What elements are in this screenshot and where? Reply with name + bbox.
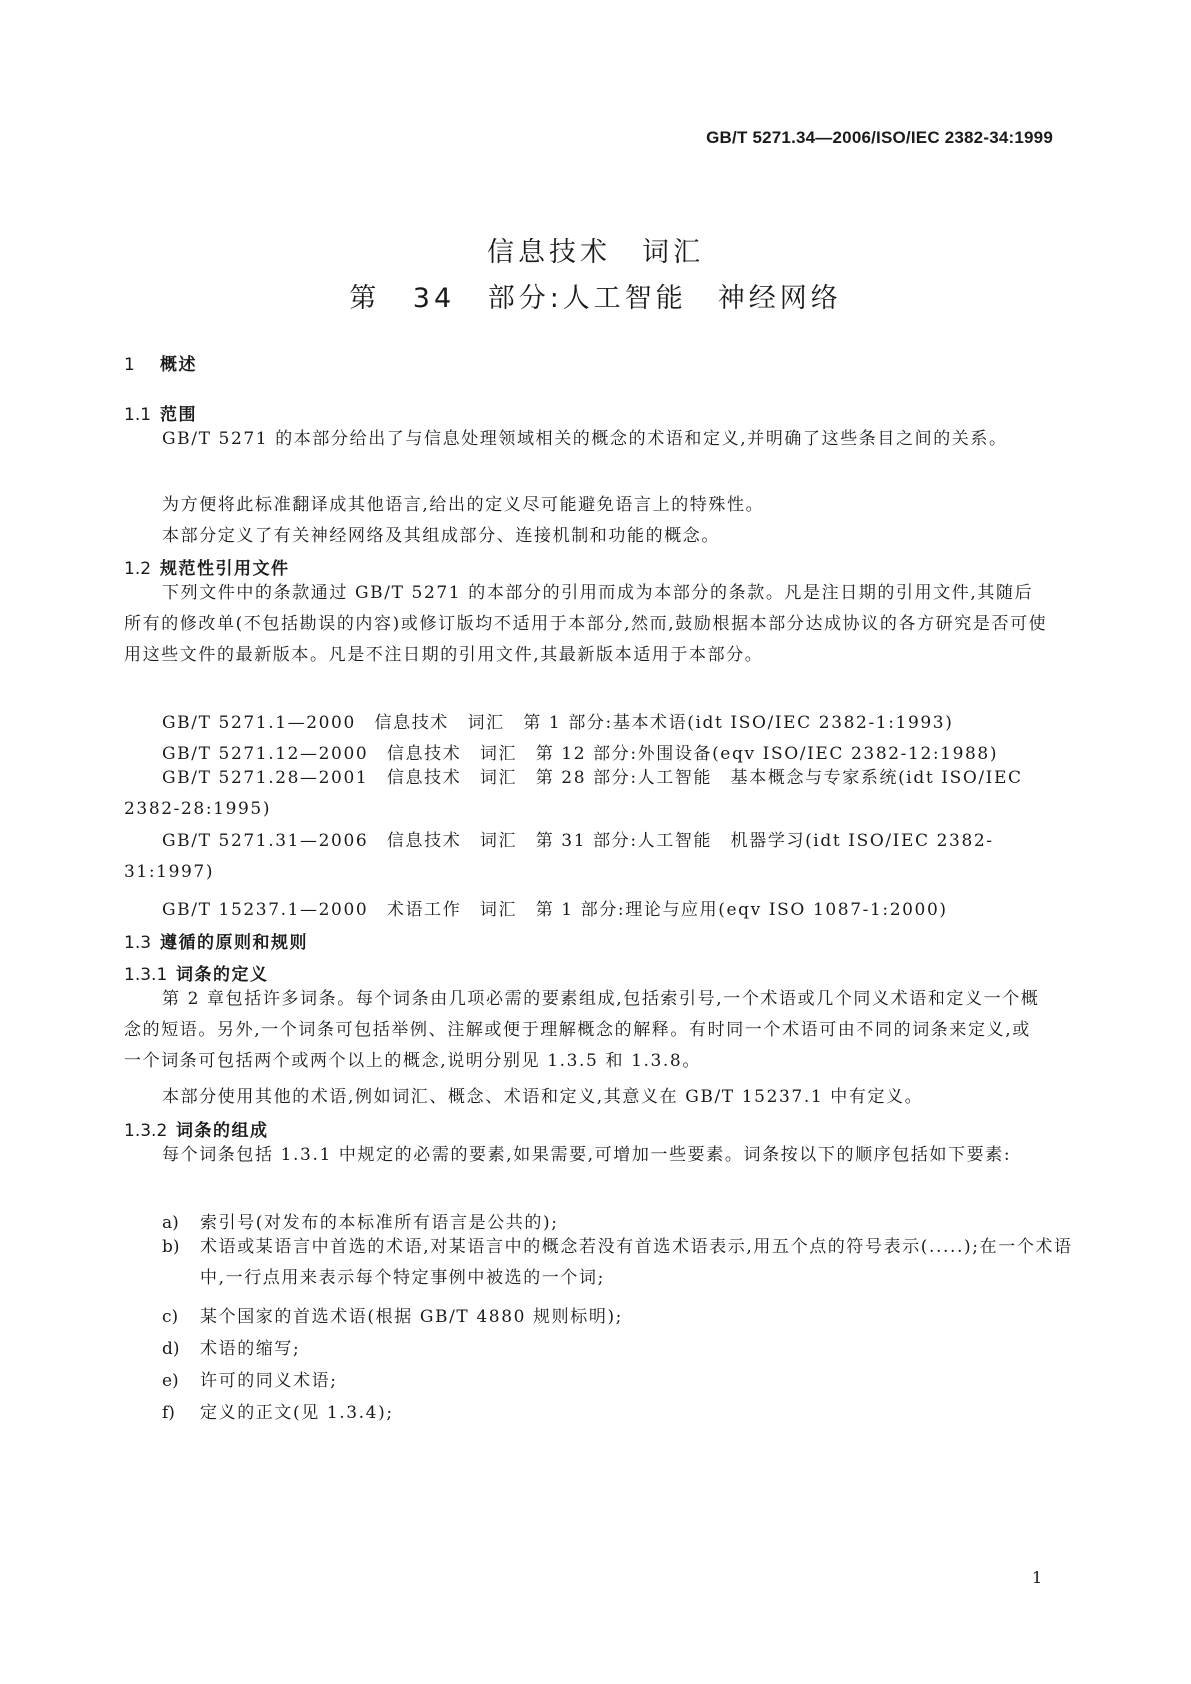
paragraph: 下列文件中的条款通过 GB/T 5271 的本部分的引用而成为本部分的条款。凡是注日期的引用文件,其随后所有的修改单(不包括勘误的内容)或修订版均不适用于本部分,然而,鼓励根据本部分达成协议的各方研究是否可使用这些文件的最新版本。凡是不注日期的引用文件,其最新版本适用于本部分。 [124, 583, 1048, 665]
paragraph: 第 2 章包括许多词条。每个词条由几项必需的要素组成,包括索引号,一个术语或几个同义术语和定义一个概念的短语。另外,一个词条可包括举例、注解或便于理解概念的解释。有时同一个术语可由不同的词条来定义,或一个词条可包括两个或两个以上的概念,说明分别见 1.3.5 和 1.3.8。 [124, 989, 1040, 1071]
list-marker: e) [162, 1371, 179, 1391]
list-item [162, 1366, 338, 1391]
reference-item: GB/T 5271.31—2006 信息技术 词汇 第 31 部分:人工智能 机器学习(idt ISO/IEC 2382-31:1997) [124, 831, 994, 882]
section-title: 概述 [160, 355, 197, 375]
list-marker: a) [162, 1213, 179, 1233]
list-item [162, 1398, 394, 1423]
section-heading-1-3-2 [124, 1116, 269, 1141]
section-title: 词条的定义 [176, 965, 269, 985]
section-number: 1 [124, 355, 135, 375]
section-number: 1.1 [124, 405, 152, 425]
list-text: 定义的正文(见 1.3.4); [200, 1403, 394, 1423]
list-text: 索引号(对发布的本标准所有语言是公共的); [200, 1213, 559, 1233]
section-heading-1 [124, 350, 197, 375]
section-number: 1.3.2 [124, 1121, 168, 1141]
paragraph: 为方便将此标准翻译成其他语言,给出的定义尽可能避免语言上的特殊性。 [162, 495, 765, 515]
paragraph: 每个词条包括 1.3.1 中规定的必需的要素,如果需要,可增加一些要素。词条按以下的顺序包括如下要素: [162, 1145, 1012, 1165]
paragraph: 本部分定义了有关神经网络及其组成部分、连接机制和功能的概念。 [162, 526, 720, 546]
section-title: 规范性引用文件 [160, 559, 290, 579]
section-title: 遵循的原则和规则 [160, 933, 308, 953]
standard-number: GB/T 5271.34—2006/ISO/IEC 2382-34:1999 [706, 128, 1053, 147]
section-number: 1.3.1 [124, 965, 168, 985]
reference-item: GB/T 5271.12—2000 信息技术 词汇 第 12 部分:外围设备(eqv ISO/IEC 2382-12:1988) [162, 744, 999, 764]
document-subtitle: 第 34 部分:人工智能 神经网络 [349, 283, 842, 314]
list-marker: c) [162, 1307, 179, 1327]
list-text: 某个国家的首选术语(根据 GB/T 4880 规则标明); [200, 1307, 624, 1327]
paragraph: GB/T 5271 的本部分给出了与信息处理领域相关的概念的术语和定义,并明确了这些条目之间的关系。 [162, 429, 1008, 449]
page-number: 1 [1032, 1568, 1043, 1587]
list-text: 术语或某语言中首选的术语,对某语言中的概念若没有首选术语表示,用五个点的符号表示(.....);在一个术语中,一行点用来表示每个特定事例中被选的一个词; [200, 1237, 1073, 1288]
section-title: 范围 [160, 405, 197, 425]
section-number: 1.2 [124, 559, 152, 579]
section-heading-1-2 [124, 554, 290, 579]
list-marker: b) [162, 1237, 180, 1257]
reference-item: GB/T 5271.1—2000 信息技术 词汇 第 1 部分:基本术语(idt ISO/IEC 2382-1:1993) [162, 713, 954, 733]
section-heading-1-1 [124, 400, 197, 425]
list-item [162, 1232, 1087, 1294]
section-title: 词条的组成 [176, 1121, 269, 1141]
section-heading-1-3 [124, 928, 308, 953]
list-item [162, 1208, 559, 1233]
list-item [162, 1334, 300, 1359]
reference-item: GB/T 15237.1—2000 术语工作 词汇 第 1 部分:理论与应用(eqv ISO 1087-1:2000) [162, 900, 948, 920]
list-item [162, 1302, 623, 1327]
reference-item: GB/T 5271.28—2001 信息技术 词汇 第 28 部分:人工智能 基本概念与专家系统(idt ISO/IEC 2382-28:1995) [124, 768, 1023, 819]
list-marker: d) [162, 1339, 180, 1359]
list-text: 许可的同义术语; [200, 1371, 338, 1391]
list-text: 术语的缩写; [200, 1339, 301, 1359]
section-heading-1-3-1 [124, 960, 269, 985]
section-number: 1.3 [124, 933, 152, 953]
paragraph: 本部分使用其他的术语,例如词汇、概念、术语和定义,其意义在 GB/T 15237.1 中有定义。 [162, 1087, 924, 1107]
document-title: 信息技术 词汇 [487, 237, 704, 268]
list-marker: f) [162, 1403, 175, 1423]
